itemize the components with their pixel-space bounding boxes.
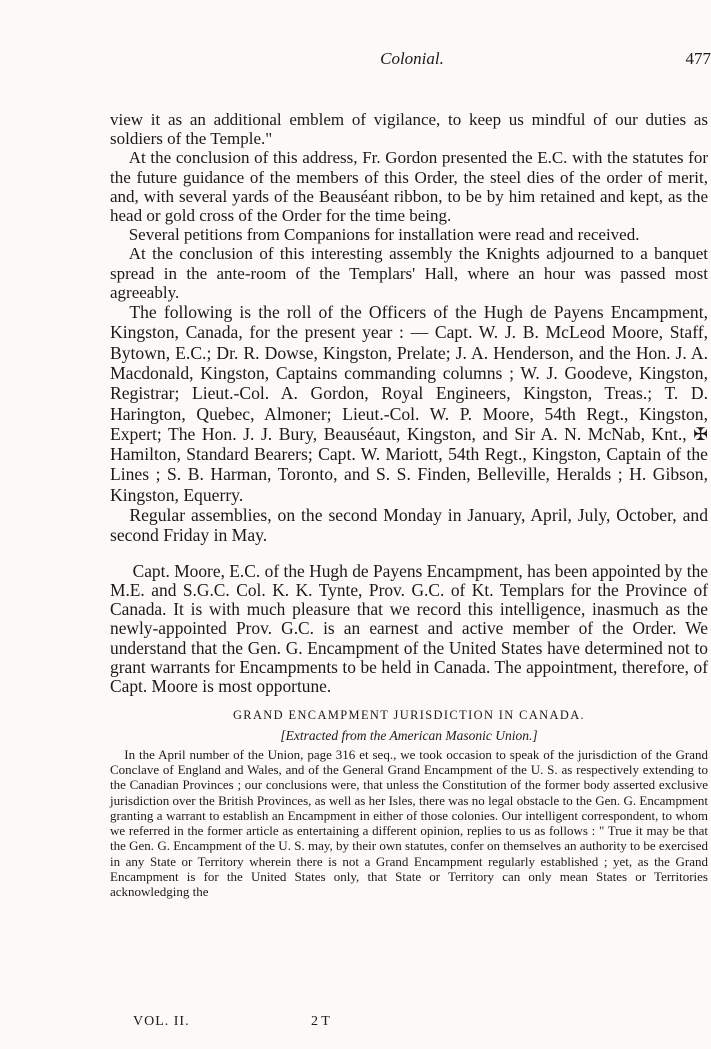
paragraph: Several petitions from Companions for installation were read and received. [128,225,640,245]
page-body [110,110,708,900]
running-title: Colonial. [380,49,444,68]
paragraph: At the conclusion of this address, Fr. Gordon presented the E.C. with the statutes for the future guidance of the members of this Order, the steel dies of the order of merit, and, with several yards of the Beauséant ribbon, to be by him retained and kept, as the head or gold cross of the Order for the time being. [110,148,708,226]
officer-roll-paragraph: The following is the roll of the Officers of the Hugh de Payens Encampment, Kingston, Canada, for the present year : — Capt. W. J. B. McLeod Moore, Staff, Bytown, E.C.; Dr. R. Dowse, Kingston, Prelate; J. A. Henderson, and the Hon. J. A. Macdonald, Kingston, Captains commanding columns ; W. J. Goodeve, Kingston, Registrar; Lieut.-Col. A. Gordon, Royal Engineers, Kingston, Treas.; T. D. Harington, Quebec, Almoner; Lieut.-Col. W. P. Moore, 54th Regt., Kingston, Expert; The Hon. J. J. Bury, Beauséaut, Kingston, and Sir A. N. McNab, Knt., ✠ Hamilton, Standard Bearers; Capt. W. Mariott, 54th Regt., Kingston, Captain of the Lines ; S. B. Harman, Toronto, and S. S. Finden, Belleville, Heralds ; H. Gibson, Kingston, Equerry. [110,302,708,505]
extract-text [110,747,708,900]
paragraph: Capt. Moore, E.C. of the Hugh de Payens Encampment, has been appointed by the M.E. and S.G.C. Col. K. K. Tynte, Prov. G.C. of Kt. Templars for the Province of Canada. It is with much pleasure that we record this intelligence, inasmuch as the newly-appointed Prov. G.C. is an earnest and active member of the Order. We understand that the Gen. G. Encampment of the United States have determined not to grant warrants for Encampments to be held in Canada. The appointment, therefore, of Capt. Moore is most opportune. [110,560,708,697]
volume-label: VOL. II. [133,1014,190,1029]
section-heading: GRAND ENCAMPMENT JURISDICTION IN CANADA. [232,707,586,722]
running-header [113,49,711,73]
source-note: [Extracted from the American Masonic Union.] [280,727,538,743]
page-footer [133,1014,413,1034]
page-number: 477 [685,49,711,68]
article-officers [110,110,708,546]
article-appointment [110,562,708,697]
paragraph: view it as an additional emblem of vigilance, to keep us mindful of our duties as soldiers of the Temple." [110,110,708,149]
paragraph: Regular assemblies, on the second Monday in January, April, July, October, and second Friday in May. [110,505,708,546]
paragraph: At the conclusion of this interesting assembly the Knights adjourned to a banquet spread in the ante-room of the Templars' Hall, where an hour was passed most agreeably. [110,244,708,302]
paragraph: In the April number of the Union, page 316 et seq., we took occasion to speak of the jurisdiction of the Grand Conclave of England and Wales, and of the General Grand Encampment of the U. S. as respectively extending to the Canadian Provinces ; our conclusions were, that unless the Constitution of the former body asserted exclusive jurisdiction over the British Provinces, as well as her Isles, there was no legal obstacle to the Gen. G. Encampment granting a warrant to establish an Encampment in either of those colonies. Our intelligent correspondent, to whom we referred in the former article as entertaining a different opinion, replies to us as follows : " True it may be that the Gen. G. Encampment of the U. S. may, by their own statutes, confer on themselves an authority to be exercised in any State or Territory wherein there is not a Grand Encampment regularly established ; yet, as the Grand Encampment is for the United States only, that State or Territory can only mean States or Territories acknowledging the [110,746,708,900]
signature-mark: 2 T [311,1014,330,1029]
